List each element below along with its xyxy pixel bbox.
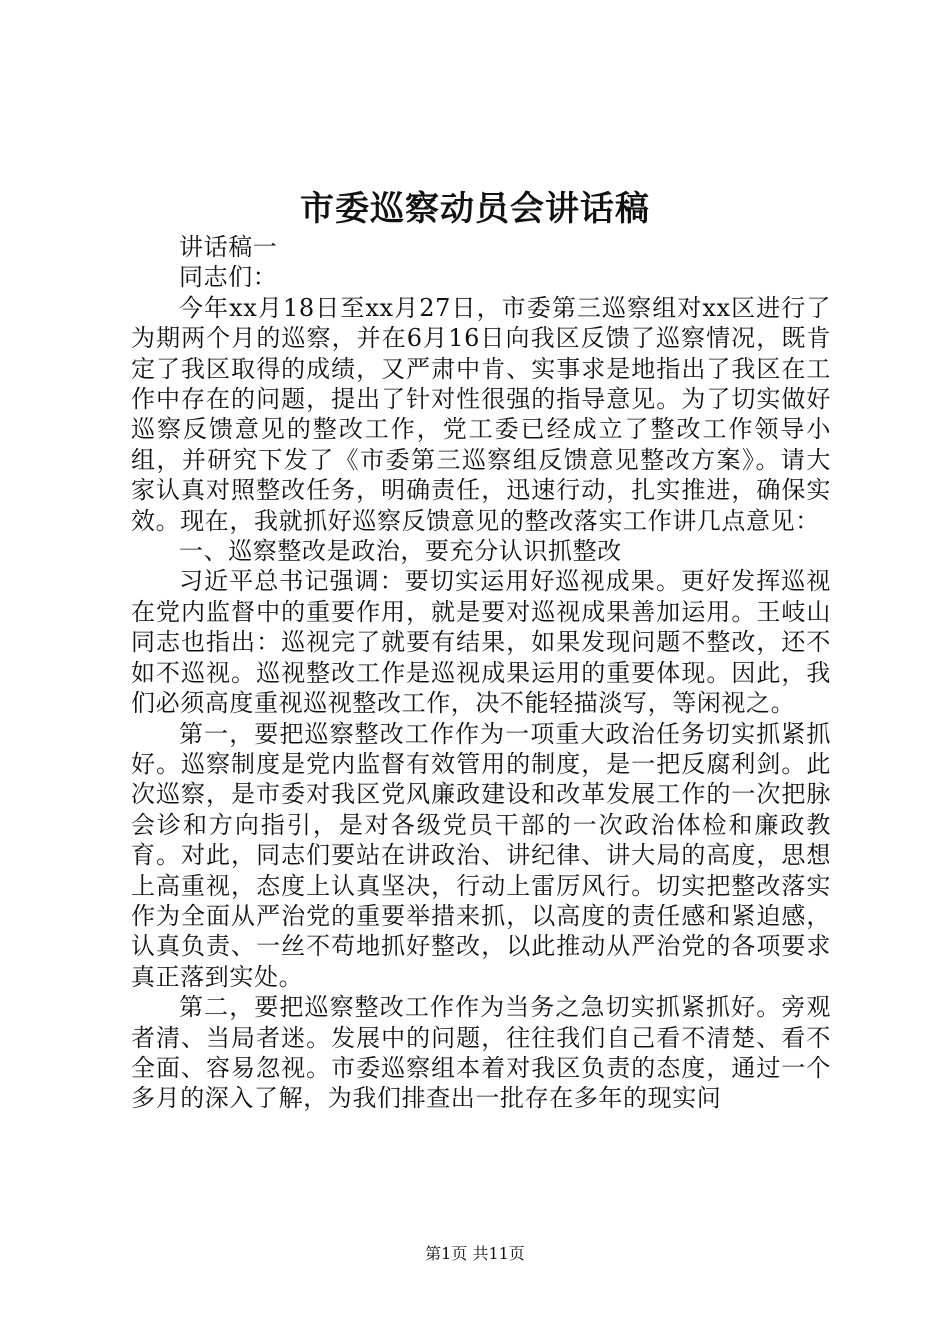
paragraph-first-point: 第一，要把巡察整改工作作为一项重大政治任务切实抓紧抓好。巡察制度是党内监督有效管用的制度，是一把反腐利剑。此次巡察，是市委对我区党风廉政建设和改革发展工作的一次把脉会诊和方向指引，是对各级党员干部的一次政治体检和廉政教育。对此，同志们要站在讲政治、讲纪律、讲大局的高度，思想上高重视，态度上认真坚决，行动上雷厉风行。切实把整改落实作为全面从严治党的重要举措来抓，以高度的责任感和紧迫感，认真负责、一丝不苟地抓好整改，以此推动从严治党的各项要求真正落到实处。 (131, 719, 831, 991)
section-heading-1: 一、巡察整改是政治，要充分认识抓整改 (179, 537, 622, 566)
paragraph-heading-draft: 讲话稿一 (179, 233, 278, 261)
paragraph-xi-quote: 习近平总书记强调：要切实运用好巡视成果。更好发挥巡视在党内监督中的重要作用，就是要对巡视成果善加运用。王岐山同志也指出：巡视完了就要有结果，如果发现问题不整改，还不如不巡视。巡视整改工作是巡视成果运用的重要体现。因此，我们必须高度重视巡视整改工作，决不能轻描淡写，等闲视之。 (131, 567, 831, 718)
paragraph-intro: 今年xx月18日至xx月27日，市委第三巡察组对xx区进行了为期两个月的巡察，并在6月16日向我区反馈了巡察情况，既肯定了我区取得的成绩，又严肃中肯、实事求是地指出了我区在工作中存在的问题，提出了针对性很强的指导意见。为了切实做好巡察反馈意见的整改工作，党工委已经成立了整改工作领导小组，并研究下发了《市委第三巡察组反馈意见整改方案》。请大家认真对照整改任务，明确责任，迅速行动，扎实推进，确保实效。现在，我就抓好巡察反馈意见的整改落实工作讲几点意见： (131, 293, 831, 535)
document-body (131, 232, 831, 1114)
page-number-footer: 第1页 共11页 (425, 1244, 525, 1263)
document-title: 市委巡察动员会讲话稿 (300, 189, 650, 229)
paragraph-salutation: 同志们： (179, 263, 278, 292)
paragraph-second-point: 第二，要把巡察整改工作作为当务之急切实抓紧抓好。旁观者清、当局者迷。发展中的问题，往往我们自己看不清楚、看不全面、容易忽视。市委巡察组本着对我区负责的态度，通过一个多月的深入了解，为我们排查出一批存在多年的现实问 (131, 993, 831, 1113)
